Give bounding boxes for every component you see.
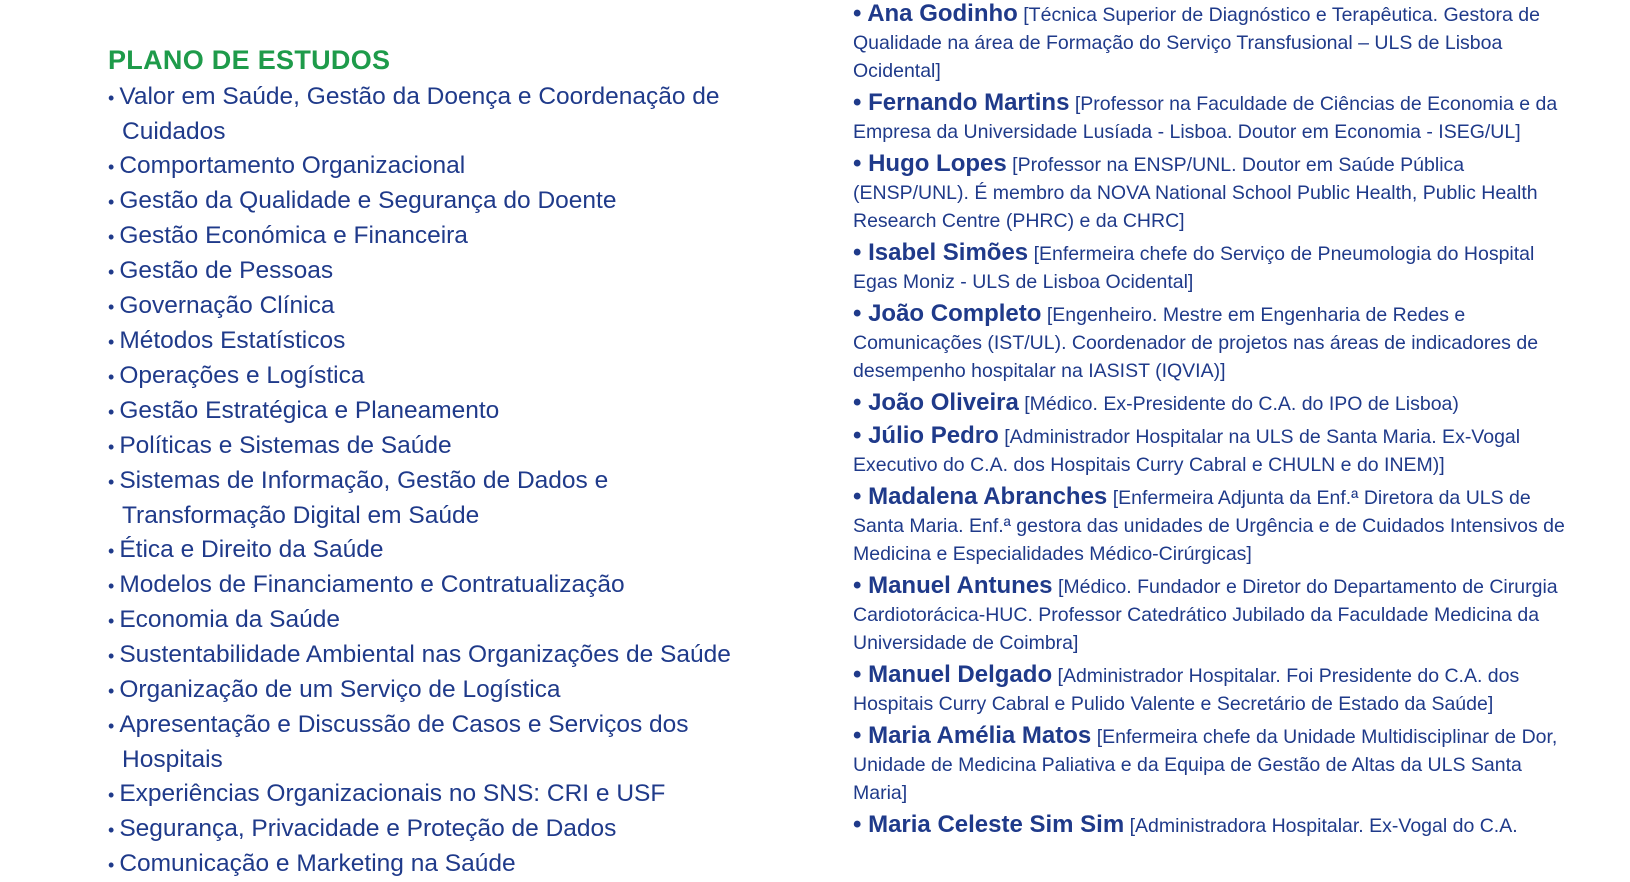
faculty-item xyxy=(853,0,1573,85)
faculty-item xyxy=(853,572,1573,657)
faculty-desc: [Administrador Hospitalar na ULS de Santa Maria. Ex-Vogal Executivo do C.A. dos Hospitais Curry Cabral e CHULN e do INEM)] xyxy=(853,426,1521,476)
faculty-item xyxy=(853,483,1573,568)
course-item: • Experiências Organizacionais no SNS: CRI e USF xyxy=(108,777,778,812)
faculty-name: • Fernando Martins xyxy=(853,89,1069,116)
course-item: • Políticas e Sistemas de Saúde xyxy=(108,429,778,464)
faculty-desc: [Enfermeira chefe do Serviço de Pneumologia do Hospital Egas Moniz - ULS de Lisboa Ocidental] xyxy=(853,243,1535,293)
section-title: PLANO DE ESTUDOS xyxy=(108,45,391,75)
faculty-name: • Manuel Delgado xyxy=(853,661,1052,688)
course-item: • Economia da Saúde xyxy=(108,603,778,638)
faculty-desc: [Médico. Fundador e Diretor do Departamento de Cirurgia Cardiotorácica-HUC. Professor Catedrático Jubilado da Faculdade Medicina da Universidade de Coimbra] xyxy=(853,576,1558,654)
faculty-item xyxy=(853,811,1573,840)
course-item: • Sistemas de Informação, Gestão de Dados e Transformação Digital em Saúde xyxy=(108,464,632,533)
faculty-item xyxy=(853,239,1573,296)
faculty-desc: [Administradora Hospitalar. Ex-Vogal do C.A. xyxy=(1129,815,1518,837)
faculty-name: • Isabel Simões xyxy=(853,239,1028,266)
faculty-item xyxy=(853,89,1573,146)
faculty-item xyxy=(853,422,1573,479)
faculty-desc: [Professor na Faculdade de Ciências de Economia e da Empresa da Universidade Lusíada - Lisboa. Doutor em Economia - ISEG/UL] xyxy=(853,93,1558,143)
course-item: • Sustentabilidade Ambiental nas Organizações de Saúde xyxy=(108,638,778,673)
faculty-name: • João Completo xyxy=(853,300,1041,327)
plano-de-estudos-section xyxy=(108,44,778,882)
faculty-name: • Ana Godinho xyxy=(853,0,1018,27)
faculty-name: • Maria Amélia Matos xyxy=(853,722,1091,749)
faculty-section xyxy=(853,0,1573,844)
faculty-desc: [Professor na ENSP/UNL. Doutor em Saúde Pública (ENSP/UNL). É membro da NOVA National School Public Health, Public Health Research Centre (PHRC) e da CHRC] xyxy=(853,154,1538,232)
faculty-name: • Madalena Abranches xyxy=(853,483,1107,510)
faculty-name: • Maria Celeste Sim Sim xyxy=(853,811,1124,838)
faculty-item xyxy=(853,150,1573,235)
faculty-item xyxy=(853,722,1573,807)
faculty-item xyxy=(853,300,1573,385)
course-item: • Organização de um Serviço de Logística xyxy=(108,673,778,708)
course-item: • Governação Clínica xyxy=(108,289,778,324)
course-item: • Gestão Económica e Financeira xyxy=(108,219,778,254)
faculty-desc: [Enfermeira Adjunta da Enf.ª Diretora da ULS de Santa Maria. Enf.ª gestora das unidades de Urgência e de Cuidados Intensivos de Medicina e Especialidades Médico-Cirúrgicas] xyxy=(853,487,1565,565)
faculty-desc: [Técnica Superior de Diagnóstico e Terapêutica. Gestora de Qualidade na área de Formação do Serviço Transfusional – ULS de Lisboa Ocidental] xyxy=(853,4,1540,82)
course-item: • Valor em Saúde, Gestão da Doença e Coordenação de Cuidados xyxy=(108,80,778,149)
faculty-item xyxy=(853,661,1573,718)
course-item: • Modelos de Financiamento e Contratualização xyxy=(108,568,778,603)
course-item: • Métodos Estatísticos xyxy=(108,324,778,359)
faculty-desc: [Enfermeira chefe da Unidade Multidisciplinar de Dor, Unidade de Medicina Paliativa e da Equipa de Gestão de Altas da ULS Santa Maria] xyxy=(853,726,1558,804)
course-item: • Segurança, Privacidade e Proteção de Dados xyxy=(108,812,778,847)
course-item: • Apresentação e Discussão de Casos e Serviços dos Hospitais xyxy=(108,708,712,777)
course-item: • Comunicação e Marketing na Saúde xyxy=(108,847,778,882)
course-list xyxy=(108,80,778,882)
faculty-name: • Hugo Lopes xyxy=(853,150,1007,177)
faculty-item xyxy=(853,389,1573,418)
faculty-desc: [Engenheiro. Mestre em Engenharia de Redes e Comunicações (IST/UL). Coordenador de projetos nas áreas de indicadores de desempenho hospitalar na IASIST (IQVIA)] xyxy=(853,304,1539,382)
course-item: • Ética e Direito da Saúde xyxy=(108,533,778,568)
faculty-name: • Júlio Pedro xyxy=(853,422,999,449)
course-item: • Gestão Estratégica e Planeamento xyxy=(108,394,778,429)
faculty-desc: [Administrador Hospitalar. Foi Presidente do C.A. dos Hospitais Curry Cabral e Pulido Valente e Secretário de Estado da Saúde] xyxy=(853,665,1520,715)
course-item: • Gestão de Pessoas xyxy=(108,254,778,289)
faculty-desc: [Médico. Ex-Presidente do C.A. do IPO de Lisboa) xyxy=(1024,393,1459,415)
course-item: • Gestão da Qualidade e Segurança do Doente xyxy=(108,184,778,219)
faculty-name: • João Oliveira xyxy=(853,389,1019,416)
course-item: • Comportamento Organizacional xyxy=(108,149,778,184)
faculty-name: • Manuel Antunes xyxy=(853,572,1053,599)
faculty-list xyxy=(853,0,1573,840)
course-item: • Operações e Logística xyxy=(108,359,778,394)
